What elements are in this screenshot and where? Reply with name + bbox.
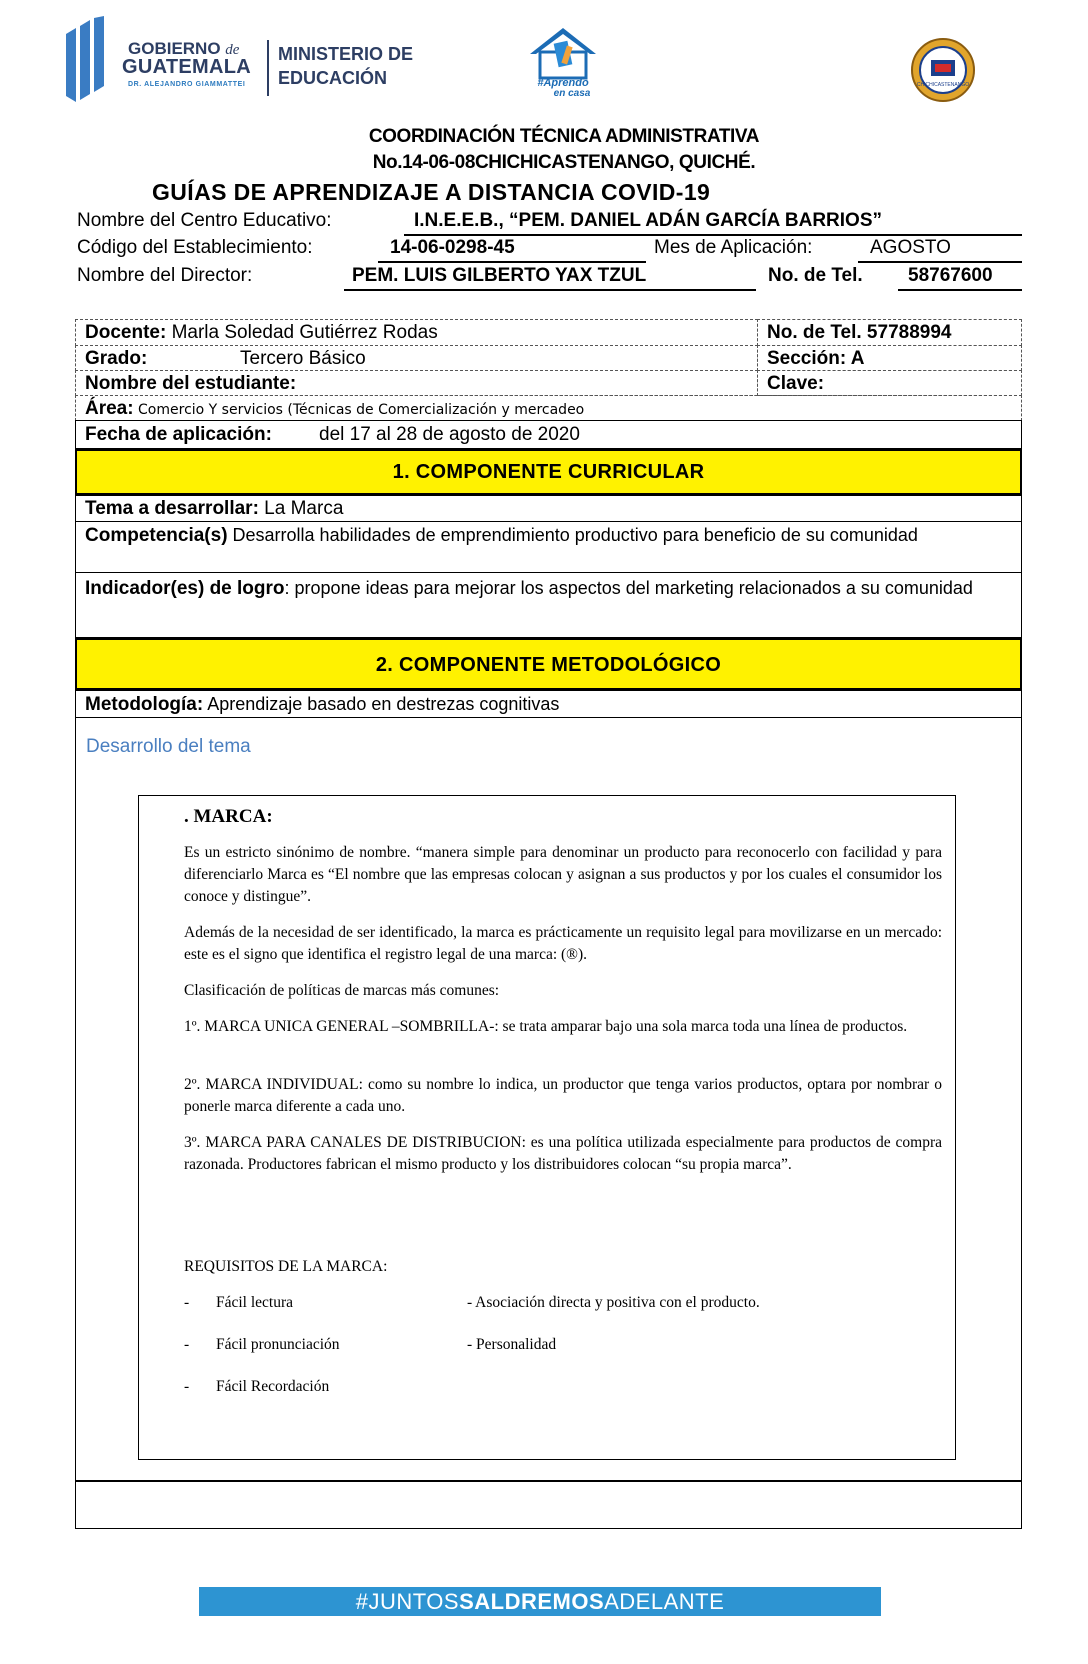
- mes-underline: [858, 261, 1022, 263]
- tel-label: No. de Tel.: [768, 265, 863, 286]
- componente-metodologico-header: 2. COMPONENTE METODOLÓGICO: [75, 638, 1022, 690]
- indicador-cell: Indicador(es) de logro: propone ideas para mejorar los aspectos del marketing relacionados a su comunidad: [75, 572, 1022, 638]
- paragraph-3: Clasificación de políticas de marcas más comunes:: [184, 982, 500, 999]
- req-item-right-1: - Asociación directa y positiva con el producto.: [467, 1294, 760, 1311]
- gobierno-president: DR. ALEJANDRO GIAMMATTEI: [128, 81, 246, 88]
- logo-divider: [267, 40, 269, 96]
- codigo-value: 14-06-0298-45: [390, 237, 515, 258]
- bottom-row-divider: [75, 1481, 1022, 1482]
- estudiante-cell: Nombre del estudiante:: [75, 370, 758, 396]
- gobierno-title: GOBIERNO de: [128, 39, 240, 58]
- director-value: PEM. LUIS GILBERTO YAX TZUL: [352, 265, 647, 286]
- paragraph-2: Además de la necesidad de ser identificado, la marca es prácticamente un requisito legal para movilizarse en un mercado: este es el signo que identifica el registro legal de una marca: (®).: [184, 924, 942, 963]
- clave-cell: Clave:: [757, 370, 1022, 396]
- centro-label: Nombre del Centro Educativo:: [77, 210, 332, 231]
- req-item-1: Fácil lectura: [216, 1294, 294, 1311]
- svg-text:en casa: en casa: [553, 88, 591, 99]
- coordinacion-title: COORDINACIÓN TÉCNICA ADMINISTRATIVA: [368, 126, 760, 147]
- codigo-underline: [378, 261, 646, 263]
- paragraph-6: 3º. MARCA PARA CANALES DE DISTRIBUCION: es una política utilizada especialmente para productos de compra razonada. Productores fabrican el mismo producto y los distribuidores colocan “su propia marca”.: [184, 1134, 942, 1173]
- paragraph-1: Es un estricto sinónimo de nombre. “manera simple para denominar un producto para reconocerlo con facilidad y para diferenciarlo Marca es “El nombre que las empresas colocan y asignan a sus productos y por los cuales el consumidor los conoce y distingue”.: [184, 844, 942, 905]
- director-underline: [344, 289, 756, 291]
- school-info: [0, 210, 1088, 300]
- tel-underline: [898, 289, 1022, 291]
- desarrollo-heading: Desarrollo del tema: [86, 736, 251, 757]
- docente-tel-cell: No. de Tel. 57788994: [757, 319, 1022, 346]
- tel-value: 58767600: [908, 265, 993, 286]
- paragraph-5: 2º. MARCA INDIVIDUAL: como su nombre lo indica, un productor que tenga varios productos, optara por nombrar o ponerle marca diferente a cada uno.: [184, 1076, 942, 1115]
- docente-cell: Docente: Marla Soledad Gutiérrez Rodas: [75, 319, 758, 346]
- componente-curricular-header: 1. COMPONENTE CURRICULAR: [75, 449, 1022, 495]
- coordinacion-number: No.14-06-08CHICHICASTENANGO, QUICHÉ.: [372, 152, 756, 173]
- marca-content-box: [138, 795, 956, 1460]
- guias-title: GUÍAS DE APRENDIZAJE A DISTANCIA COVID-19: [152, 179, 711, 205]
- paragraph-4: 1º. MARCA UNICA GENERAL –SOMBRILLA-: se trata amparar bajo una sola marca toda una línea de productos.: [184, 1018, 908, 1035]
- bottom-empty-row: [75, 1481, 1022, 1529]
- req-dash: -: [184, 1378, 190, 1395]
- seccion-cell: Sección: A: [757, 345, 1022, 371]
- fecha-cell: Fecha de aplicación: del 17 al 28 de agosto de 2020: [75, 420, 1022, 449]
- grado-cell: Grado: Tercero Básico: [75, 345, 758, 371]
- mes-value: AGOSTO: [870, 237, 951, 258]
- gobierno-logo-icon: [66, 16, 112, 102]
- gobierno-country: GUATEMALA: [122, 56, 251, 78]
- req-dash: -: [184, 1336, 190, 1353]
- metodologia-cell: Metodología: Aprendizaje basado en destrezas cognitivas: [75, 690, 1022, 718]
- aprendo-en-casa-logo-icon: [522, 24, 604, 100]
- svg-text:#Aprendo: #Aprendo: [537, 77, 589, 89]
- centro-underline: [404, 234, 1022, 236]
- competencia-cell: Competencia(s) Desarrolla habilidades de emprendimiento productivo para beneficio de su comunidad: [75, 521, 1022, 573]
- school-emblem-icon: [910, 34, 976, 106]
- svg-text:CHICHICASTENANGO: CHICHICASTENANGO: [916, 82, 970, 88]
- requisitos-title: REQUISITOS DE LA MARCA:: [184, 1258, 388, 1275]
- director-label: Nombre del Director:: [77, 265, 253, 286]
- req-item-right-2: - Personalidad: [467, 1336, 557, 1353]
- codigo-label: Código del Establecimiento:: [77, 237, 313, 258]
- req-item-2: Fácil pronunciación: [216, 1336, 340, 1353]
- area-cell: Área: Comercio Y servicios (Técnicas de Comercialización y mercadeo: [75, 395, 1022, 421]
- centro-value: I.N.E.E.B., “PEM. DANIEL ADÁN GARCÍA BARRIOS”: [414, 210, 882, 231]
- tema-cell: Tema a desarrollar: La Marca: [75, 495, 1022, 522]
- marca-heading: . MARCA:: [184, 806, 273, 827]
- ministerio-title: MINISTERIO DE EDUCACIÓN: [278, 44, 414, 88]
- footer-banner: #JUNTOSSALDREMOSADELANTE: [199, 1587, 881, 1616]
- req-item-3: Fácil Recordación: [216, 1378, 330, 1395]
- req-dash: -: [184, 1294, 190, 1311]
- mes-label: Mes de Aplicación:: [654, 237, 813, 258]
